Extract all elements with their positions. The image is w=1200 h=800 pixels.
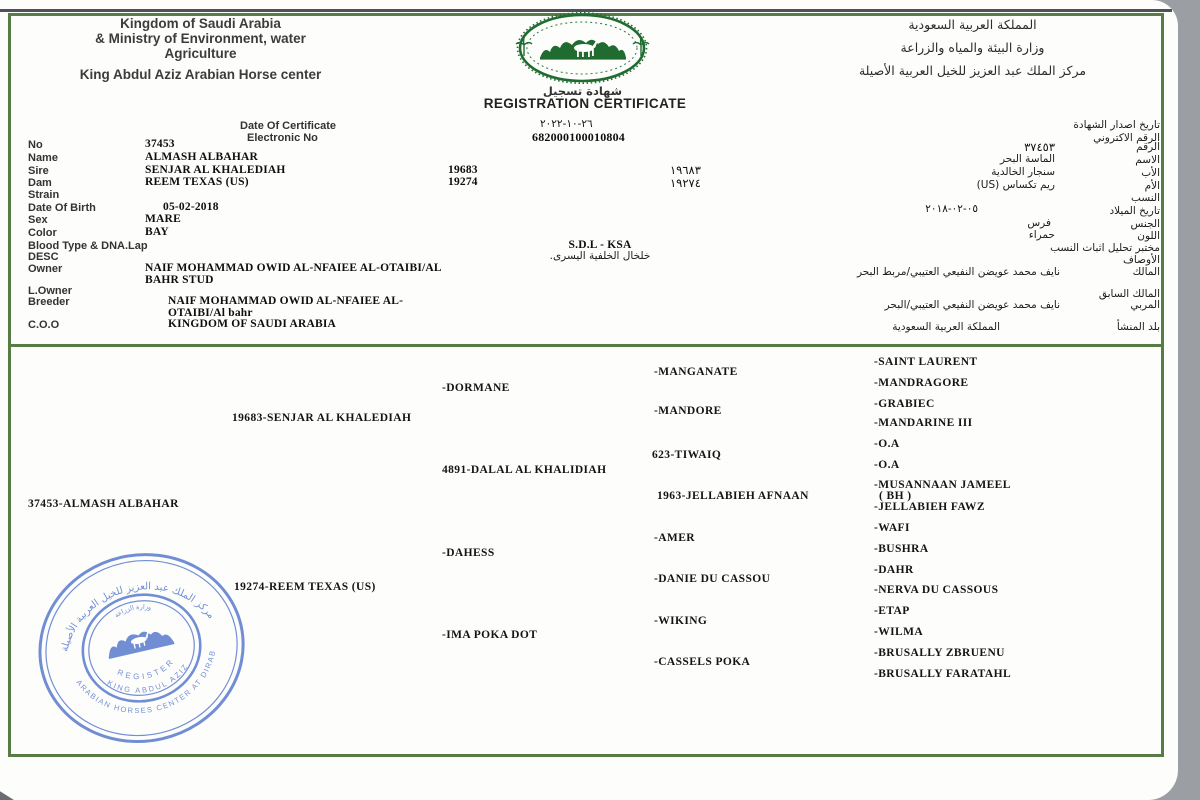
pedigree-gen4-item: -CASSELS POKA xyxy=(654,656,751,668)
breeder-value-ar: نايف محمد عويضن النفيعي العتيبي/البحر xyxy=(884,299,1060,311)
no-label-ar: الرقم xyxy=(1136,141,1160,153)
pedigree-gen5-item: -MANDARINE III xyxy=(874,417,973,429)
sex-label-ar: الجنس xyxy=(1130,218,1160,230)
blood-type-label-ar: مختبر تحليل اثبات النسب xyxy=(1050,242,1160,254)
owner-value-line2: BAHR STUD xyxy=(145,274,214,286)
sire-label: Sire xyxy=(28,165,49,177)
ministry-line-ar: وزارة البيئة والمياه والزراعة xyxy=(900,40,1045,55)
pedigree-gen3-item: -DORMANE xyxy=(442,382,510,394)
desc-label-ar: الأوصاف xyxy=(1123,254,1160,266)
pedigree-sire: 19683-SENJAR AL KHALEDIAH xyxy=(232,412,412,424)
certificate-title-en: REGISTRATION CERTIFICATE xyxy=(483,96,687,111)
breeder-label: Breeder xyxy=(28,296,70,308)
owner-label: Owner xyxy=(28,263,63,275)
pedigree-gen5-item: -WILMA xyxy=(874,626,924,638)
horse-center-line-ar: مركز الملك عبد العزيز للخيل العربية الأصيلة xyxy=(858,63,1087,78)
dam-value-ar: ريم تكساس (US) xyxy=(976,179,1055,191)
name-value: ALMASH ALBAHAR xyxy=(145,151,259,163)
pedigree-gen5-item-suffix: ( BH ) xyxy=(879,490,912,502)
strain-label: Strain xyxy=(28,189,60,201)
svg-text:وزارة الزراعة xyxy=(112,600,154,620)
pedigree-gen5-item: -O.A xyxy=(874,438,900,450)
pedigree-gen5-item: -BRUSALLY FARATAHL xyxy=(874,668,1012,680)
pedigree-gen4-item: 623-TIWAIQ xyxy=(652,449,722,461)
sex-value-ar: فرس xyxy=(1027,217,1051,229)
sex-label: Sex xyxy=(28,214,48,226)
date-of-certificate-value: ٢٠٢٢-١٠-٢٦ xyxy=(540,118,593,130)
no-label: No xyxy=(28,139,43,151)
desc-label: DESC xyxy=(28,251,59,263)
ministry-header-ar xyxy=(775,13,1170,82)
name-label-ar: الاسم xyxy=(1135,154,1160,166)
electronic-no-label: Electronic No xyxy=(247,132,318,144)
pedigree-gen5-item: -GRABIEC xyxy=(874,398,935,410)
desc-value-ar: خلخال الخلفية اليسرى. xyxy=(549,250,651,262)
pedigree-gen5-item: -DAHR xyxy=(874,564,914,576)
pedigree-gen5-item: -SAINT LAURENT xyxy=(874,356,978,368)
pedigree-gen3-item: 4891-DALAL AL KHALIDIAH xyxy=(442,464,607,476)
pedigree-gen5-item: -ETAP xyxy=(874,605,910,617)
owner-value-ar: نايف محمد عويضن النفيعي العتيبي/مربط البحر xyxy=(856,266,1060,278)
pedigree-gen5-item: -WAFI xyxy=(874,522,910,534)
dam-value: REEM TEXAS (US) xyxy=(145,176,249,188)
pedigree-gen5-item: -MUSANNAAN JAMEEL xyxy=(874,479,1011,491)
color-label: Color xyxy=(28,227,57,239)
dam-label-ar: الأم xyxy=(1144,180,1160,192)
page-corner-artifact xyxy=(0,789,14,800)
coo-value: KINGDOM OF SAUDI ARABIA xyxy=(168,318,337,330)
pedigree-gen4-item: 1963-JELLABIEH AFNAAN xyxy=(657,490,809,502)
dob-label-ar: تاريخ الميلاد xyxy=(1109,205,1160,217)
no-value: 37453 xyxy=(145,138,175,150)
blood-type-value: S.D.L - KSA xyxy=(568,239,632,251)
coo-value-ar: المملكة العربية السعودية xyxy=(892,321,1000,333)
color-value: BAY xyxy=(145,226,169,238)
seal-register-text: REGISTER xyxy=(116,655,177,682)
horse-center-logo-icon xyxy=(500,12,665,84)
pedigree-gen5-item: -BUSHRA xyxy=(874,543,929,555)
kingdom-line: Kingdom of Saudi Arabia xyxy=(120,16,281,31)
breeder-label-ar: المربي xyxy=(1130,299,1160,311)
section-divider xyxy=(8,344,1164,347)
pedigree-dam: 19274-REEM TEXAS (US) xyxy=(234,581,376,593)
name-label: Name xyxy=(28,152,58,164)
pedigree-gen4-item: -DANIE DU CASSOU xyxy=(654,573,771,585)
seal-king-text: KING ABDUL AZIZ xyxy=(105,661,191,695)
sex-value: MARE xyxy=(145,213,181,225)
sire-value: SENJAR AL KHALEDIAH xyxy=(145,164,286,176)
seal-ministry-text: وزارة الزراعة xyxy=(112,602,152,620)
electronic-no-label-ar: الرقم الاكتروني xyxy=(1093,132,1160,144)
pedigree-subject: 37453-ALMASH ALBAHAR xyxy=(28,498,179,510)
horse-center-line: King Abdul Aziz Arabian Horse center xyxy=(79,67,322,82)
color-value-ar: حمراء xyxy=(1028,229,1055,241)
date-of-certificate-label: Date Of Certificate xyxy=(240,120,336,132)
certificate-title-ar: شهادة تسجيل xyxy=(542,84,623,98)
dob-value-ar: ٢٠١٨-٠٢-٠٥ xyxy=(925,203,978,215)
dam-reg-no-ar: ١٩٢٧٤ xyxy=(670,176,701,190)
kingdom-line-ar: المملكة العربية السعودية xyxy=(908,17,1037,32)
electronic-no-value: 682000100010804 xyxy=(532,130,625,144)
agriculture-line: Agriculture xyxy=(164,46,237,61)
pedigree-gen3-item: -DAHESS xyxy=(442,547,495,559)
sire-reg-no: 19683 xyxy=(448,164,478,176)
pedigree-gen4-item: -MANGANATE xyxy=(654,366,738,378)
breeder-value-line2: OTAIBI/Al bahr xyxy=(168,307,253,319)
coo-label-ar: بلد المنشأ xyxy=(1116,321,1160,333)
ministry-line: & Ministry of Environment, water xyxy=(95,31,306,46)
seal-arabic-ring-text: مركز الملك عبد العزيز للخيل العربية الأصيلة xyxy=(59,581,217,653)
sire-value-ar: سنجار الخالدية xyxy=(991,166,1055,178)
name-value-ar: الماسة البحر xyxy=(999,153,1055,165)
blood-type-label: Blood Type & DNA.Lap xyxy=(28,240,148,252)
pedigree-gen5-item: -MANDRAGORE xyxy=(874,377,969,389)
pedigree-gen5-item: -O.A xyxy=(874,459,900,471)
color-label-ar: اللون xyxy=(1137,230,1160,242)
dam-label: Dam xyxy=(28,177,52,189)
date-of-certificate-label-ar: تاريخ اصدار الشهادة xyxy=(1073,119,1160,131)
ministry-header-en xyxy=(28,16,373,82)
strain-label-ar: النسب xyxy=(1131,192,1160,204)
l-owner-label-ar: المالك السابق xyxy=(1098,288,1160,300)
coo-label: C.O.O xyxy=(28,319,60,331)
breeder-value-line1: NAIF MOHAMMAD OWID AL-NFAIEE AL- xyxy=(168,295,404,307)
owner-value-line1: NAIF MOHAMMAD OWID AL-NFAIEE AL-OTAIBI/AL xyxy=(145,262,442,274)
pedigree-gen5-item: -BRUSALLY ZBRUENU xyxy=(874,647,1005,659)
sire-reg-no-ar: ١٩٦٨٣ xyxy=(670,163,701,177)
dob-value: 05-02-2018 xyxy=(163,201,219,213)
pedigree-gen5-item: -NERVA DU CASSOUS xyxy=(874,584,999,596)
pedigree-gen3-item: -IMA POKA DOT xyxy=(442,629,538,641)
pedigree-gen4-item: -WIKING xyxy=(654,615,708,627)
owner-label-ar: المالك xyxy=(1132,266,1160,278)
dam-reg-no: 19274 xyxy=(448,176,478,188)
no-value-ar: ٣٧٤٥٣ xyxy=(1024,140,1055,154)
sire-label-ar: الأب xyxy=(1141,167,1160,179)
l-owner-label: L.Owner xyxy=(28,285,73,297)
dob-label: Date Of Birth xyxy=(28,202,96,214)
pedigree-gen4-item: -MANDORE xyxy=(654,405,722,417)
pedigree-gen4-item: -AMER xyxy=(654,532,695,544)
pedigree-gen5-item: -JELLABIEH FAWZ xyxy=(874,501,985,513)
seal-center-line-text: ARABIAN HORSES CENTER AT DIRAB xyxy=(74,648,218,716)
